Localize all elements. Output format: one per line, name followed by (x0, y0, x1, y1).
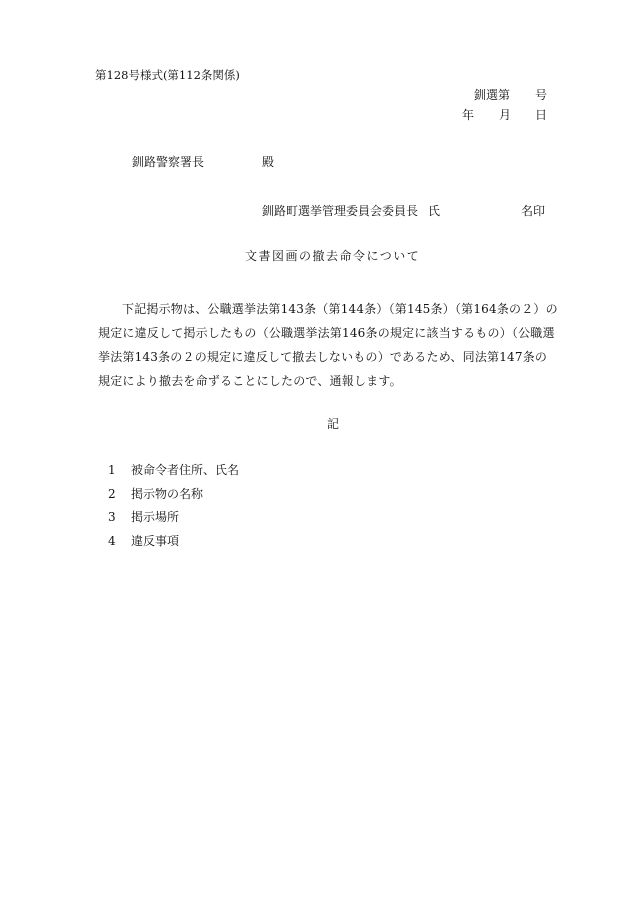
document-body-text: 下記掲示物は、公職選挙法第143条（第144条）（第145条）（第164条の２）の規定に違反して掲示したもの（公職選挙法第146条の規定に該当するもの）（公職選挙法第143条の２の規定に違反して撤去しないもの）であるため、同法第147条の規定により撤去を命ずることにしたので、通報します。 (98, 302, 558, 388)
seal-mark: 印 (533, 204, 546, 218)
addressee-honorific: 殿 (262, 155, 275, 169)
item-number: 2 (108, 486, 116, 501)
list-item (108, 464, 239, 488)
document-subject: 文書図画の撤去命令について (245, 249, 421, 263)
form-number: 第128号様式(第112条関係) (95, 68, 240, 82)
date-day-label: 日 (535, 108, 548, 122)
sender-given-name-label: 名 (521, 204, 534, 218)
list-item (108, 535, 239, 559)
ki-heading: 記 (327, 417, 340, 431)
item-number: 3 (108, 510, 116, 524)
item-label: 違反事項 (131, 533, 180, 548)
addressee-name: 釧路警察署長 (132, 155, 205, 169)
date-year-label: 年 (462, 108, 475, 122)
reference-number-prefix: 釧選第 (474, 88, 511, 102)
list-item (108, 511, 239, 535)
date-month-label: 月 (499, 108, 512, 122)
item-label: 掲示物の名称 (131, 486, 204, 501)
item-number: 1 (108, 463, 116, 477)
list-item (108, 488, 239, 512)
item-label: 被命令者住所、氏名 (131, 463, 240, 477)
reference-number-suffix: 号 (535, 88, 548, 102)
item-list (108, 464, 239, 558)
sender-family-name-label: 氏 (428, 204, 441, 218)
item-label: 掲示場所 (131, 510, 180, 524)
item-number: 4 (108, 533, 116, 548)
sender-title: 釧路町選挙管理委員会委員長 (262, 204, 419, 218)
